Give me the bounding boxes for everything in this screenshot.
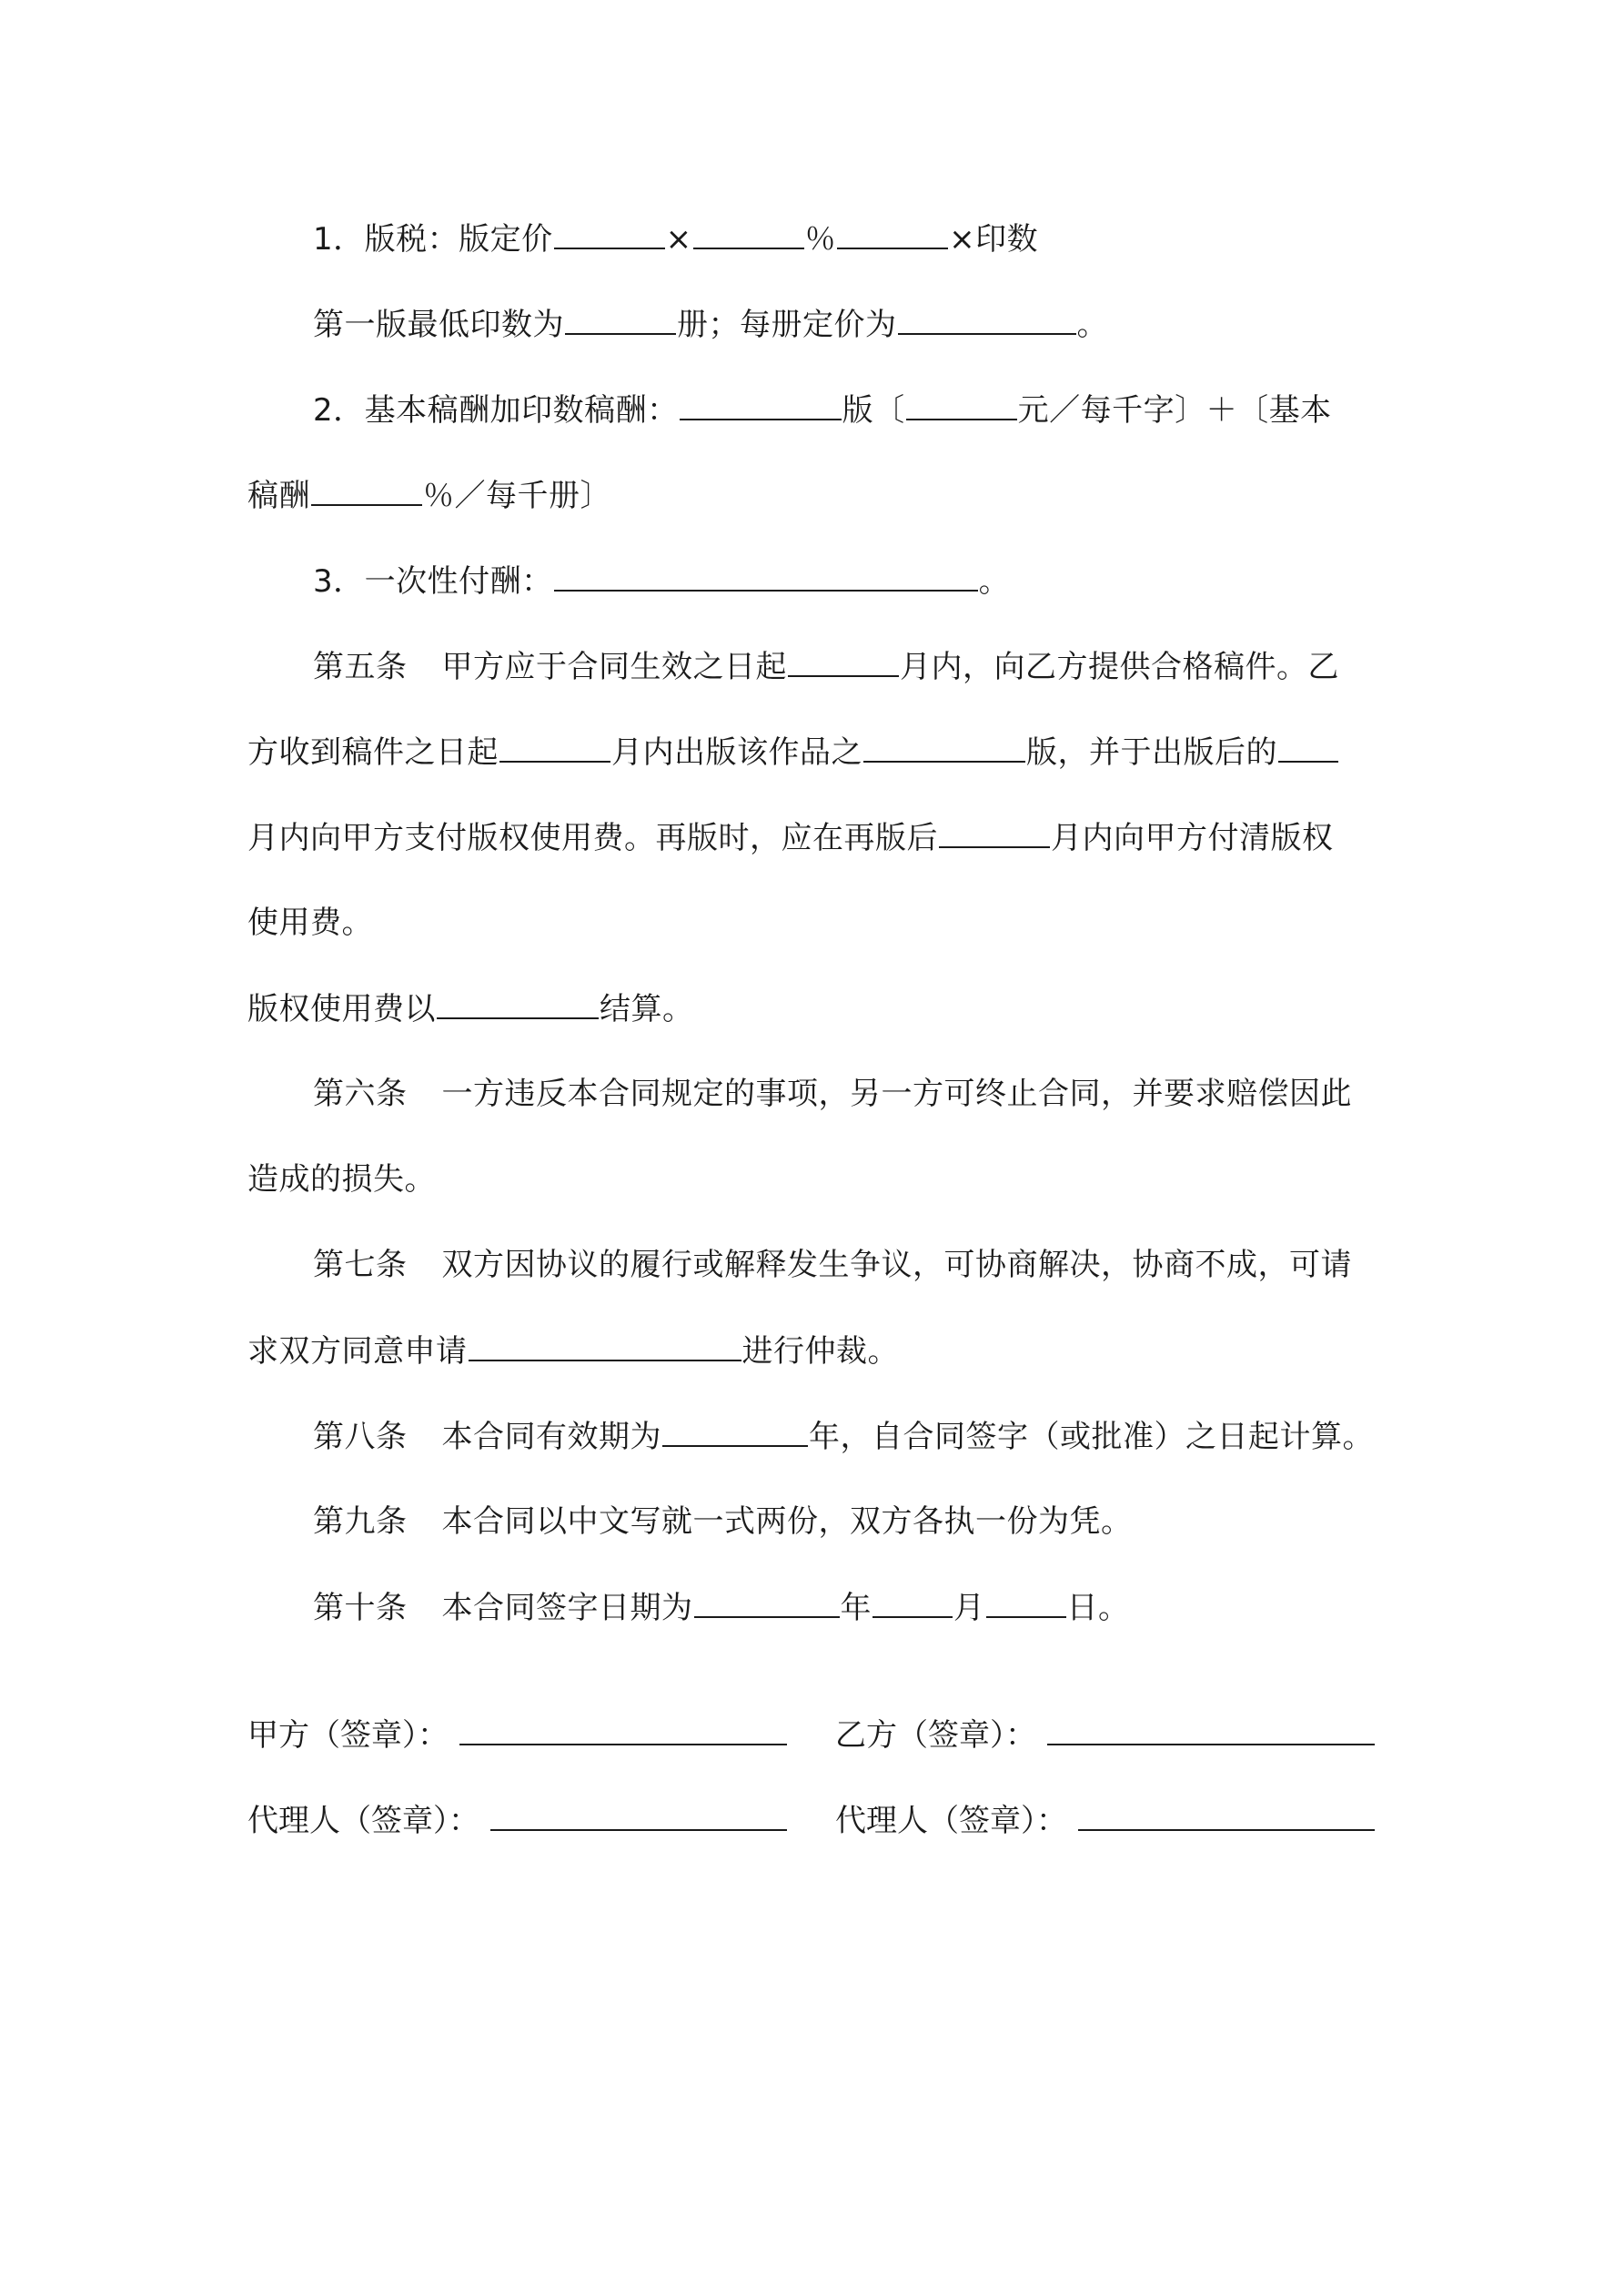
publish-edition-blank[interactable]	[863, 730, 1025, 763]
arbitration-body-blank[interactable]	[469, 1329, 741, 1361]
per-thousand-copies-blank[interactable]	[311, 473, 422, 506]
min-print-label: 第一版最低印数为	[313, 307, 564, 343]
article-8-line	[313, 1414, 1374, 1459]
article-7-text-cont: 求双方同意申请	[247, 1333, 468, 1370]
per-thousand-copies-label: ％／每千册〕	[423, 478, 611, 514]
article-6-heading: 第六条	[313, 1076, 408, 1112]
agent-a-signature	[247, 1798, 788, 1843]
article-5-line-4	[247, 901, 373, 945]
first-edition-line	[313, 302, 1108, 347]
unit-price-label: 册；每册定价为	[677, 307, 897, 343]
article-5-line	[313, 644, 1339, 689]
settlement-line	[247, 986, 694, 1031]
settlement-label: 版权使用费以	[247, 991, 436, 1027]
lump-sum-label: 3．一次性付酬：	[313, 563, 553, 600]
party-b-signature-blank[interactable]	[1047, 1713, 1375, 1745]
article-5-text-4: 版，并于出版后的	[1026, 734, 1277, 771]
list-price-blank[interactable]	[554, 217, 665, 249]
party-b-label: 乙方（签章）：	[835, 1717, 1036, 1754]
article-6-text: 一方违反本合同规定的事项，另一方可终止合同，并要求赔偿因此	[441, 1076, 1352, 1112]
article-6-line	[313, 1072, 1352, 1116]
party-a-signature	[247, 1713, 788, 1757]
lump-sum-blank[interactable]	[554, 559, 978, 592]
per-thousand-words-label: 元／每千字〕＋〔基本	[1017, 392, 1332, 429]
article-7-text: 双方因协议的履行或解释发生争议，可协商解决，协商不成，可请	[441, 1247, 1352, 1283]
agent-a-signature-blank[interactable]	[490, 1798, 787, 1831]
article-8-text: 本合同有效期为	[441, 1419, 661, 1455]
basic-fee-line-cont	[247, 473, 611, 518]
agent-b-signature	[835, 1798, 1376, 1843]
sign-month-blank[interactable]	[873, 1585, 953, 1618]
party-a-signature-blank[interactable]	[459, 1713, 787, 1745]
agent-b-label: 代理人（签章）：	[835, 1803, 1067, 1839]
unit-price-blank[interactable]	[898, 302, 1076, 335]
percent-sign: ％	[804, 221, 837, 258]
agent-a-label: 代理人（签章）：	[247, 1803, 479, 1839]
settlement-label-end: 结算。	[600, 991, 694, 1027]
print-count-label: ×印数	[949, 221, 1039, 258]
article-10-text: 本合同签字日期为	[441, 1590, 693, 1626]
article-7-heading: 第七条	[313, 1247, 408, 1283]
year-label: 年	[840, 1590, 872, 1626]
per-thousand-words-blank[interactable]	[906, 388, 1017, 420]
reprint-months-blank[interactable]	[939, 815, 1050, 848]
basic-fee-label: 2．基本稿酬加印数稿酬：	[313, 392, 679, 429]
validity-years-blank[interactable]	[662, 1414, 808, 1447]
party-a-label: 甲方（签章）：	[247, 1717, 449, 1754]
article-5-text-cont: 月内，向乙方提供合格稿件。乙	[900, 649, 1339, 685]
manuscript-months-blank[interactable]	[788, 644, 899, 677]
min-print-blank[interactable]	[565, 302, 676, 335]
article-9-heading: 第九条	[313, 1503, 408, 1540]
article-5-heading: 第五条	[313, 649, 408, 685]
party-b-signature	[835, 1713, 1376, 1757]
basic-fee-line	[313, 388, 1332, 432]
settlement-currency-blank[interactable]	[437, 986, 599, 1019]
period: 。	[1076, 307, 1108, 343]
article-6-text-cont: 造成的损失。	[247, 1161, 436, 1198]
article-5-text-2: 方收到稿件之日起	[247, 734, 499, 771]
article-5-line-3	[247, 815, 1334, 860]
article-7-line	[313, 1243, 1352, 1287]
rate-blank[interactable]	[693, 217, 804, 249]
payment-months-blank[interactable]	[1278, 730, 1338, 763]
article-6-line-2	[247, 1158, 436, 1201]
fee-label: 稿酬	[247, 478, 310, 514]
article-5-text-6: 月内向甲方付清版权	[1051, 820, 1334, 856]
article-8-text-cont: 年，自合同签字（或批准）之日起计算。	[809, 1419, 1374, 1455]
article-9-text: 本合同以中文写就一式两份，双方各执一份为凭。	[441, 1503, 1133, 1540]
day-label: 日。	[1066, 1590, 1130, 1626]
article-10-line	[313, 1585, 1130, 1630]
royalty-label: 1．版税：版定价	[313, 221, 553, 258]
edition-label: 版〔	[842, 392, 905, 429]
lump-sum-line	[313, 559, 1010, 603]
article-9-line	[313, 1500, 1133, 1543]
royalty-line	[313, 217, 1038, 261]
article-5-text-3: 月内出版该作品之	[611, 734, 862, 771]
article-8-heading: 第八条	[313, 1419, 408, 1455]
article-7-text-end: 进行仲裁。	[741, 1333, 899, 1370]
rate-extra-blank[interactable]	[837, 217, 948, 249]
times-sign: ×	[665, 221, 692, 258]
sign-day-blank[interactable]	[986, 1585, 1066, 1618]
article-10-heading: 第十条	[313, 1590, 408, 1626]
agent-b-signature-blank[interactable]	[1078, 1798, 1375, 1831]
article-5-text-5: 月内向甲方支付版权使用费。再版时，应在再版后	[247, 820, 938, 856]
article-7-line-2	[247, 1329, 899, 1373]
sign-year-blank[interactable]	[694, 1585, 840, 1618]
period: 。	[978, 563, 1011, 600]
month-label: 月	[953, 1590, 985, 1626]
publish-months-blank[interactable]	[499, 730, 610, 763]
article-5-text-7: 使用费。	[247, 905, 373, 941]
article-5-line-2	[247, 730, 1339, 774]
article-5-text: 甲方应于合同生效之日起	[441, 649, 787, 685]
edition-blank[interactable]	[680, 388, 842, 420]
